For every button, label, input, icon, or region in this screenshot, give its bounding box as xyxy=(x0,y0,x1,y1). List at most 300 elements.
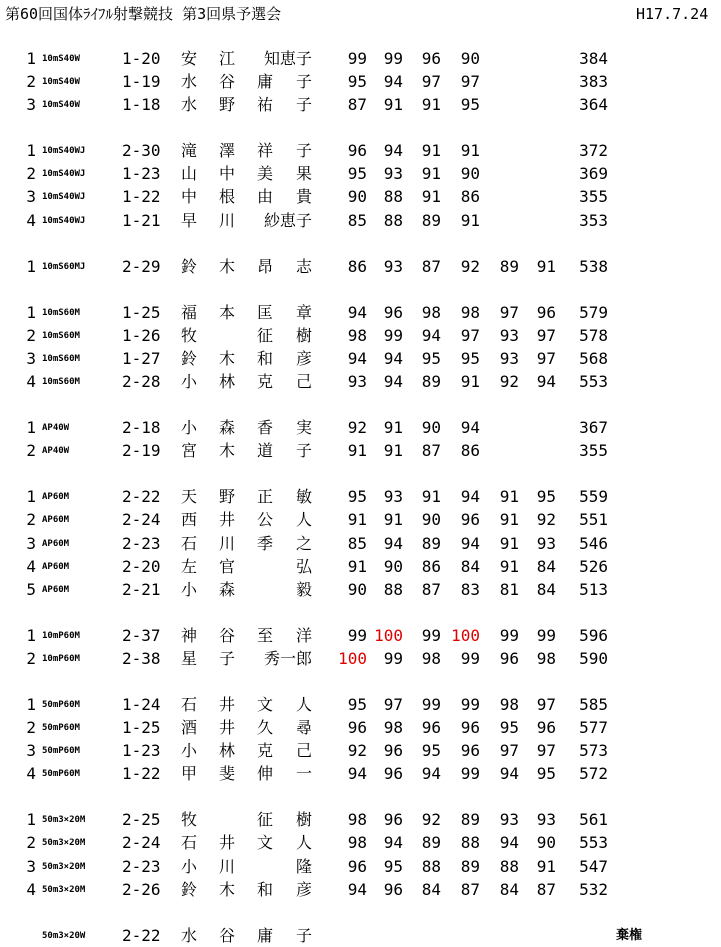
result-row xyxy=(0,71,721,93)
rank: 1 xyxy=(26,302,36,322)
name-part: 子 xyxy=(295,72,312,92)
competitor-number: 2-23 xyxy=(122,533,161,553)
series-score: 92 xyxy=(347,741,367,761)
name-part: 庸 xyxy=(256,72,273,92)
name-part: 神 xyxy=(180,625,197,645)
total-score: 546 xyxy=(579,533,608,553)
rank: 3 xyxy=(26,856,36,876)
competitor-number: 1-23 xyxy=(122,164,161,184)
series-score: 91 xyxy=(383,441,403,461)
competitor-number: 2-23 xyxy=(122,856,161,876)
rank: 4 xyxy=(26,372,36,391)
competitor-number: 2-18 xyxy=(122,418,161,438)
series-score: 94 xyxy=(460,487,480,507)
series-score: 91 xyxy=(460,210,480,230)
series-score: 98 xyxy=(421,302,441,322)
name-part: 森 xyxy=(218,418,235,438)
series-score: 89 xyxy=(421,372,441,391)
result-row xyxy=(0,163,721,185)
series-score: 99 xyxy=(460,764,480,784)
series-score: 86 xyxy=(347,256,367,276)
name-part: 人 xyxy=(295,695,312,714)
series-score: 87 xyxy=(421,441,441,461)
total-score: 590 xyxy=(579,648,608,668)
result-row xyxy=(0,371,721,393)
name-part: 樹 xyxy=(295,810,312,830)
rank: 3 xyxy=(26,533,36,553)
competitor-number: 1-22 xyxy=(122,764,161,784)
name-part: 知恵子 xyxy=(263,49,312,68)
rank: 3 xyxy=(26,187,36,207)
name-part: 彦 xyxy=(295,879,312,899)
series-score: 86 xyxy=(460,441,480,461)
series-score: 95 xyxy=(460,348,480,368)
total-score: 568 xyxy=(579,348,608,368)
rank: 4 xyxy=(26,879,36,899)
name-part: 福 xyxy=(180,302,197,322)
rank: 1 xyxy=(26,487,36,507)
name-part: 実 xyxy=(295,418,312,438)
rank: 2 xyxy=(26,510,36,530)
name-part: 小 xyxy=(180,856,197,876)
series-score: 96 xyxy=(383,302,403,322)
series-score: 97 xyxy=(499,741,519,761)
result-row xyxy=(0,625,721,647)
name-part: 鈴 xyxy=(180,256,197,276)
competitor-number: 2-22 xyxy=(122,925,161,945)
series-score: 99 xyxy=(383,325,403,345)
series-score: 99 xyxy=(499,625,519,645)
competitor-number: 2-26 xyxy=(122,879,161,899)
result-row xyxy=(0,256,721,278)
name-part: 祐 xyxy=(256,95,273,115)
total-score: 573 xyxy=(579,741,608,761)
total-score: 577 xyxy=(579,718,608,737)
series-score: 97 xyxy=(499,302,519,322)
name-part: 谷 xyxy=(218,72,235,92)
rank: 2 xyxy=(26,441,36,461)
name-part: 人 xyxy=(295,833,312,853)
series-score: 94 xyxy=(460,533,480,553)
series-score: 94 xyxy=(383,533,403,553)
series-score: 89 xyxy=(421,210,441,230)
event-code: 50m3×20M xyxy=(42,815,86,826)
event-code: 50mP60M xyxy=(42,723,80,733)
series-score: 84 xyxy=(460,556,480,576)
series-score: 91 xyxy=(499,487,519,507)
series-score: 94 xyxy=(383,348,403,368)
result-row xyxy=(0,509,721,531)
result-row xyxy=(0,325,721,347)
competitor-number: 2-24 xyxy=(122,833,161,853)
name-part: 早 xyxy=(180,210,197,230)
total-score: 538 xyxy=(579,256,608,276)
series-score: 83 xyxy=(460,579,480,599)
series-score: 97 xyxy=(383,695,403,714)
competitor-number: 2-21 xyxy=(122,579,161,599)
name-part: 香 xyxy=(256,418,273,438)
result-row xyxy=(0,879,721,901)
total-score: 547 xyxy=(579,856,608,876)
series-score: 94 xyxy=(347,302,367,322)
total-score: 572 xyxy=(579,764,608,784)
page-title: 第60回国体ﾗｲﾌﾙ射撃競技 第3回県予選会 xyxy=(5,5,282,23)
event-code: 10mP60M xyxy=(42,630,80,641)
series-score: 91 xyxy=(421,487,441,507)
name-part: 木 xyxy=(218,879,235,899)
event-code: 10mS40W xyxy=(42,100,80,111)
result-row xyxy=(0,856,721,878)
series-score: 96 xyxy=(383,741,403,761)
series-score: 99 xyxy=(460,695,480,714)
series-score: 96 xyxy=(383,879,403,899)
total-score: 532 xyxy=(579,879,608,899)
name-part: 毅 xyxy=(295,579,312,599)
name-part: 水 xyxy=(180,72,197,92)
name-part: 美 xyxy=(256,164,273,184)
series-score: 93 xyxy=(499,348,519,368)
name-part: 人 xyxy=(295,510,312,530)
name-part: 安 xyxy=(180,49,197,68)
total-score: 579 xyxy=(579,302,608,322)
rank: 3 xyxy=(26,348,36,368)
result-row xyxy=(0,48,721,70)
name-part: 澤 xyxy=(218,141,235,161)
rank: 4 xyxy=(26,556,36,576)
name-part: 左 xyxy=(180,556,197,576)
name-part: 紗恵子 xyxy=(263,210,312,230)
name-part: 石 xyxy=(180,833,197,853)
rank: 2 xyxy=(26,648,36,668)
series-score: 91 xyxy=(383,418,403,438)
rank: 3 xyxy=(26,95,36,115)
result-row xyxy=(0,486,721,508)
name-part: 樹 xyxy=(295,325,312,345)
name-part: 和 xyxy=(256,879,273,899)
event-code: AP60M xyxy=(42,561,70,572)
name-part: 天 xyxy=(180,487,197,507)
series-score: 87 xyxy=(421,256,441,276)
series-score: 87 xyxy=(460,879,480,899)
series-score: 98 xyxy=(347,833,367,853)
series-score: 92 xyxy=(536,510,556,530)
series-score: 99 xyxy=(421,695,441,714)
series-score: 96 xyxy=(421,718,441,737)
rank: 1 xyxy=(26,810,36,830)
event-code: 10mS40WJ xyxy=(42,215,86,226)
series-score: 98 xyxy=(347,810,367,830)
name-part: 井 xyxy=(218,510,235,530)
name-part: 井 xyxy=(218,718,235,737)
series-score: 86 xyxy=(421,556,441,576)
series-score: 99 xyxy=(347,625,367,645)
series-score: 91 xyxy=(499,510,519,530)
name-part: 井 xyxy=(218,695,235,714)
series-score: 96 xyxy=(347,718,367,737)
series-score: 94 xyxy=(421,325,441,345)
series-score: 90 xyxy=(460,164,480,184)
event-code: 50m3×20M xyxy=(42,838,86,849)
series-score: 95 xyxy=(499,718,519,737)
total-score: 367 xyxy=(579,418,608,438)
rank: 1 xyxy=(26,625,36,645)
name-part: 牧 xyxy=(180,810,197,830)
series-score: 95 xyxy=(347,72,367,92)
name-part: 西 xyxy=(180,510,197,530)
name-part: 牧 xyxy=(180,325,197,345)
series-score: 94 xyxy=(383,833,403,853)
series-score: 91 xyxy=(347,441,367,461)
total-score: 353 xyxy=(579,210,608,230)
series-score: 95 xyxy=(347,487,367,507)
series-score: 88 xyxy=(383,187,403,207)
series-score: 100 xyxy=(374,625,403,645)
series-score: 93 xyxy=(383,164,403,184)
series-score: 93 xyxy=(383,487,403,507)
series-score: 94 xyxy=(499,833,519,853)
rank: 5 xyxy=(26,579,36,599)
series-score: 89 xyxy=(499,256,519,276)
series-score: 90 xyxy=(421,510,441,530)
series-score: 98 xyxy=(499,695,519,714)
series-score: 84 xyxy=(536,556,556,576)
series-score: 96 xyxy=(460,741,480,761)
name-part: 彦 xyxy=(295,348,312,368)
result-row xyxy=(0,579,721,601)
name-part: 水 xyxy=(180,95,197,115)
name-part: 江 xyxy=(218,49,235,68)
name-part: 祥 xyxy=(256,141,273,161)
series-score: 88 xyxy=(460,833,480,853)
result-row xyxy=(0,648,721,670)
series-score: 94 xyxy=(383,372,403,391)
series-score: 90 xyxy=(347,187,367,207)
name-part: 小 xyxy=(180,418,197,438)
series-score: 99 xyxy=(347,49,367,68)
result-row xyxy=(0,763,721,785)
series-score: 87 xyxy=(347,95,367,115)
name-part: 鈴 xyxy=(180,348,197,368)
series-score: 90 xyxy=(347,579,367,599)
series-score: 96 xyxy=(421,49,441,68)
rank: 3 xyxy=(26,741,36,761)
series-score: 94 xyxy=(460,418,480,438)
total-score: 364 xyxy=(579,95,608,115)
rank: 2 xyxy=(26,72,36,92)
series-score: 84 xyxy=(499,879,519,899)
series-score: 95 xyxy=(460,95,480,115)
competitor-number: 2-25 xyxy=(122,810,161,830)
name-part: 子 xyxy=(295,925,312,945)
series-score: 84 xyxy=(421,879,441,899)
event-code: 10mS40W xyxy=(42,54,80,64)
name-part: 森 xyxy=(218,579,235,599)
result-row xyxy=(0,740,721,762)
name-part: 子 xyxy=(218,648,235,668)
series-score: 95 xyxy=(421,348,441,368)
series-score: 90 xyxy=(383,556,403,576)
result-row xyxy=(0,556,721,578)
series-score: 91 xyxy=(347,510,367,530)
result-row xyxy=(0,140,721,162)
series-score: 91 xyxy=(499,556,519,576)
series-score: 93 xyxy=(499,810,519,830)
name-part: 中 xyxy=(218,164,235,184)
competitor-number: 2-37 xyxy=(122,625,161,645)
total-score: 596 xyxy=(579,625,608,645)
event-code: AP60M xyxy=(42,584,70,595)
series-score: 88 xyxy=(383,210,403,230)
event-code: 10mS60M xyxy=(42,307,80,318)
series-score: 90 xyxy=(421,418,441,438)
series-score: 88 xyxy=(499,856,519,876)
name-part: 石 xyxy=(180,533,197,553)
total-score: 526 xyxy=(579,556,608,576)
event-code: 50mP60M xyxy=(42,769,80,780)
series-score: 98 xyxy=(536,648,556,668)
name-part: 木 xyxy=(218,348,235,368)
series-score: 90 xyxy=(536,833,556,853)
rank: 2 xyxy=(26,833,36,853)
series-score: 99 xyxy=(460,648,480,668)
total-score: 551 xyxy=(579,510,608,530)
name-part: 官 xyxy=(218,556,235,576)
result-row xyxy=(0,417,721,439)
series-score: 91 xyxy=(421,187,441,207)
series-score: 99 xyxy=(383,49,403,68)
name-part: 洋 xyxy=(295,625,312,645)
total-score: 383 xyxy=(579,72,608,92)
name-part: 昂 xyxy=(256,256,273,276)
series-score: 100 xyxy=(451,625,480,645)
series-score: 86 xyxy=(460,187,480,207)
name-part: 川 xyxy=(218,856,235,876)
result-row xyxy=(0,348,721,370)
series-score: 93 xyxy=(536,810,556,830)
total-score: 513 xyxy=(579,579,608,599)
event-code: AP60M xyxy=(42,538,70,549)
name-part: 久 xyxy=(256,718,273,737)
competitor-number: 2-19 xyxy=(122,441,161,461)
result-row xyxy=(0,302,721,324)
rank: 4 xyxy=(26,764,36,784)
competitor-number: 1-22 xyxy=(122,187,161,207)
series-score: 94 xyxy=(536,372,556,391)
competitor-number: 2-30 xyxy=(122,141,161,161)
competitor-number: 2-22 xyxy=(122,487,161,507)
series-score: 96 xyxy=(460,718,480,737)
total-score: 355 xyxy=(579,441,608,461)
competitor-number: 1-19 xyxy=(122,72,161,92)
name-part: 至 xyxy=(256,625,273,645)
name-part: 川 xyxy=(218,533,235,553)
name-part: 敏 xyxy=(295,487,312,507)
name-part: 隆 xyxy=(295,856,312,876)
event-code: AP60M xyxy=(42,515,70,526)
event-code: 50m3×20W xyxy=(42,930,86,941)
series-score: 94 xyxy=(347,764,367,784)
series-score: 99 xyxy=(383,648,403,668)
event-code: 10mS60MJ xyxy=(42,261,86,272)
name-part: 井 xyxy=(218,833,235,853)
rank: 1 xyxy=(26,141,36,161)
series-score: 92 xyxy=(499,372,519,391)
series-score: 88 xyxy=(421,856,441,876)
total-score: 559 xyxy=(579,487,608,507)
series-score: 96 xyxy=(383,764,403,784)
competitor-number: 2-29 xyxy=(122,256,161,276)
series-score: 97 xyxy=(421,72,441,92)
competitor-number: 1-18 xyxy=(122,95,161,115)
name-part: 酒 xyxy=(180,718,197,737)
series-score: 95 xyxy=(536,764,556,784)
name-part: 谷 xyxy=(218,625,235,645)
event-code: 10mP60M xyxy=(42,653,80,664)
name-part: 小 xyxy=(180,579,197,599)
series-score: 99 xyxy=(421,625,441,645)
series-score: 92 xyxy=(421,810,441,830)
name-part: 尋 xyxy=(295,718,312,737)
series-score: 98 xyxy=(383,718,403,737)
total-score: 372 xyxy=(579,141,608,161)
series-score: 97 xyxy=(460,325,480,345)
series-score: 97 xyxy=(536,695,556,714)
competitor-number: 1-24 xyxy=(122,695,161,714)
name-part: 正 xyxy=(256,487,273,507)
series-score: 94 xyxy=(383,141,403,161)
series-score: 97 xyxy=(536,348,556,368)
event-code: 50mP60M xyxy=(42,700,80,710)
series-score: 89 xyxy=(421,833,441,853)
result-row xyxy=(0,717,721,739)
name-part: 野 xyxy=(218,95,235,115)
name-part: 伸 xyxy=(256,764,273,784)
name-part: 文 xyxy=(256,695,273,714)
event-code: 50mP60M xyxy=(42,746,80,757)
name-part: 宮 xyxy=(180,441,197,461)
competitor-number: 1-23 xyxy=(122,741,161,761)
series-score: 96 xyxy=(499,648,519,668)
name-part: 和 xyxy=(256,348,273,368)
name-part: 章 xyxy=(295,302,312,322)
name-part: 秀一郎 xyxy=(263,648,312,668)
rank: 2 xyxy=(26,164,36,184)
event-code: 10mS40W xyxy=(42,77,80,88)
series-score: 96 xyxy=(536,302,556,322)
total-score: 355 xyxy=(579,187,608,207)
total-score: 384 xyxy=(579,49,608,68)
series-score: 94 xyxy=(499,764,519,784)
series-score: 85 xyxy=(347,210,367,230)
name-part: 根 xyxy=(218,187,235,207)
total-score: 553 xyxy=(579,372,608,391)
rank: 1 xyxy=(26,418,36,438)
result-row xyxy=(0,809,721,831)
series-score: 91 xyxy=(383,510,403,530)
name-part: 滝 xyxy=(180,141,197,161)
rank: 1 xyxy=(26,695,36,714)
series-score: 94 xyxy=(347,879,367,899)
series-score: 96 xyxy=(536,718,556,737)
series-score: 89 xyxy=(460,810,480,830)
name-part: 征 xyxy=(256,810,273,830)
name-part: 野 xyxy=(218,487,235,507)
series-score: 96 xyxy=(383,810,403,830)
event-date: H17.7.24 xyxy=(636,5,709,23)
series-score: 98 xyxy=(347,325,367,345)
series-score: 91 xyxy=(536,256,556,276)
series-score: 91 xyxy=(421,141,441,161)
